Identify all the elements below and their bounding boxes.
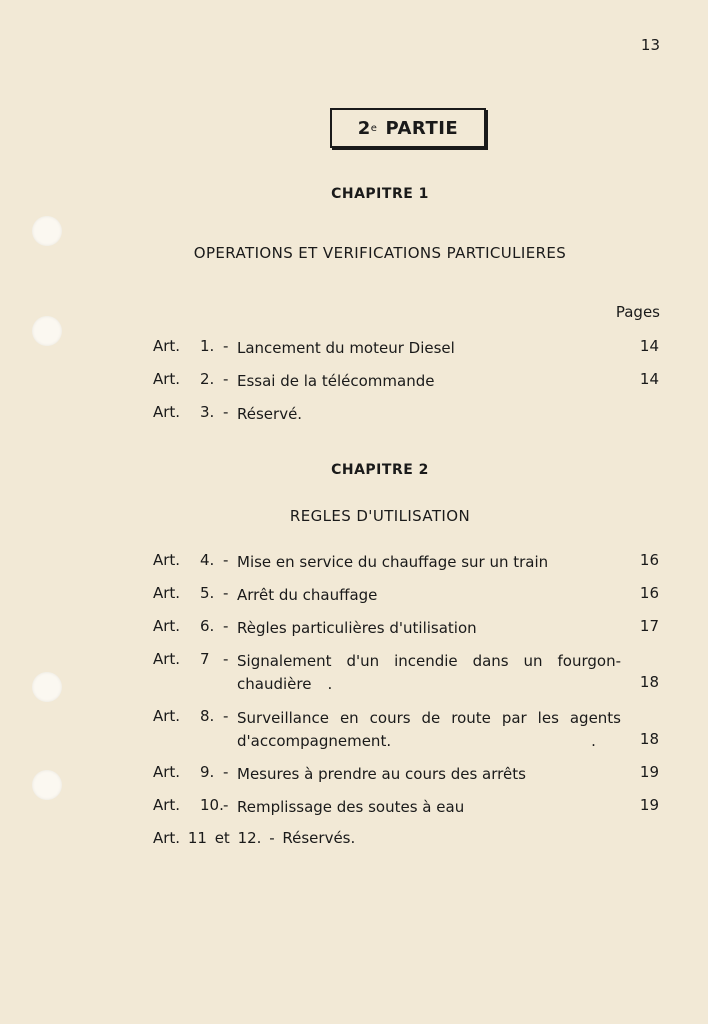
entry-art: Art. (153, 763, 181, 781)
entry-title (237, 707, 621, 753)
entry-title-line: d'accompagnement. (237, 732, 392, 750)
entry-title-line: Signalement d'un incendie dans un fourgon- (237, 652, 621, 670)
entry-number: 8. (200, 707, 215, 725)
entry-title: Mesures à prendre au cours des arrêts (237, 765, 526, 783)
entry-page: 14 (639, 370, 659, 388)
entry-art: Art. (153, 370, 181, 388)
part-ordinal-suffix: e (370, 122, 378, 134)
entry-dash: - (223, 370, 229, 388)
entry-dash: - (223, 617, 229, 635)
entry-art: Art. (153, 551, 181, 569)
entry-number: 10. (200, 796, 224, 814)
entry-dash: - (223, 650, 229, 668)
entry-number: 9. (200, 763, 215, 781)
leader-dot: . (591, 732, 596, 750)
entry-art: Art. (153, 584, 181, 602)
entry-page: 18 (639, 730, 659, 748)
punch-hole (32, 216, 62, 246)
entry-art: Art. (153, 403, 181, 421)
toc-final-entry: Art. 11 et 12. - Réservés. (153, 829, 356, 847)
entry-number: 3. (200, 403, 215, 421)
entry-title: Règles particulières d'utilisation (237, 619, 477, 637)
part-label: PARTIE (385, 117, 459, 139)
entry-title: Lancement du moteur Diesel (237, 339, 455, 357)
chapter-2-heading: CHAPITRE 2 (331, 462, 429, 478)
entry-title-line: chaudière (237, 675, 312, 693)
entry-art: Art. (153, 650, 181, 668)
entry-title (237, 650, 621, 696)
entry-dash: - (223, 337, 229, 355)
entry-dash: - (223, 403, 229, 421)
entry-page: 19 (639, 796, 659, 814)
entry-number: 4. (200, 551, 215, 569)
entry-number: 1. (200, 337, 215, 355)
entry-page: 17 (639, 617, 659, 635)
punch-hole (32, 770, 62, 800)
entry-number: 2. (200, 370, 215, 388)
entry-art: Art. (153, 617, 181, 635)
entry-title: Arrêt du chauffage (237, 586, 378, 604)
part-title-box (330, 108, 486, 148)
chapter-1-subtitle: OPERATIONS ET VERIFICATIONS PARTICULIERES (193, 244, 567, 262)
entry-number: 6. (200, 617, 215, 635)
part-ordinal: 2 (357, 117, 371, 139)
entry-dash: - (223, 707, 229, 725)
entry-art: Art. (153, 707, 181, 725)
entry-page: 16 (639, 584, 659, 602)
entry-number: 7 (200, 650, 210, 668)
entry-page: 18 (639, 673, 659, 691)
punch-hole (32, 316, 62, 346)
entry-title: Remplissage des soutes à eau (237, 798, 465, 816)
chapter-1-heading: CHAPITRE 1 (331, 186, 429, 202)
entry-title: Réservé. (237, 405, 303, 423)
entry-dash: - (223, 796, 229, 814)
page-number: 13 (640, 36, 660, 54)
entry-art: Art. (153, 337, 181, 355)
chapter-2-subtitle: REGLES D'UTILISATION (289, 507, 471, 525)
entry-title: Mise en service du chauffage sur un train (237, 553, 549, 571)
entry-number: 5. (200, 584, 215, 602)
entry-page: 16 (639, 551, 659, 569)
punch-hole (32, 672, 62, 702)
entry-dash: - (223, 584, 229, 602)
pages-column-label: Pages (615, 303, 660, 321)
leader-dot: . (327, 675, 333, 693)
entry-dash: - (223, 763, 229, 781)
entry-title: Essai de la télécommande (237, 372, 435, 390)
entry-page: 14 (639, 337, 659, 355)
entry-dash: - (223, 551, 229, 569)
entry-page: 19 (639, 763, 659, 781)
entry-title-line: Surveillance en cours de route par les agents (237, 709, 621, 727)
entry-art: Art. (153, 796, 181, 814)
